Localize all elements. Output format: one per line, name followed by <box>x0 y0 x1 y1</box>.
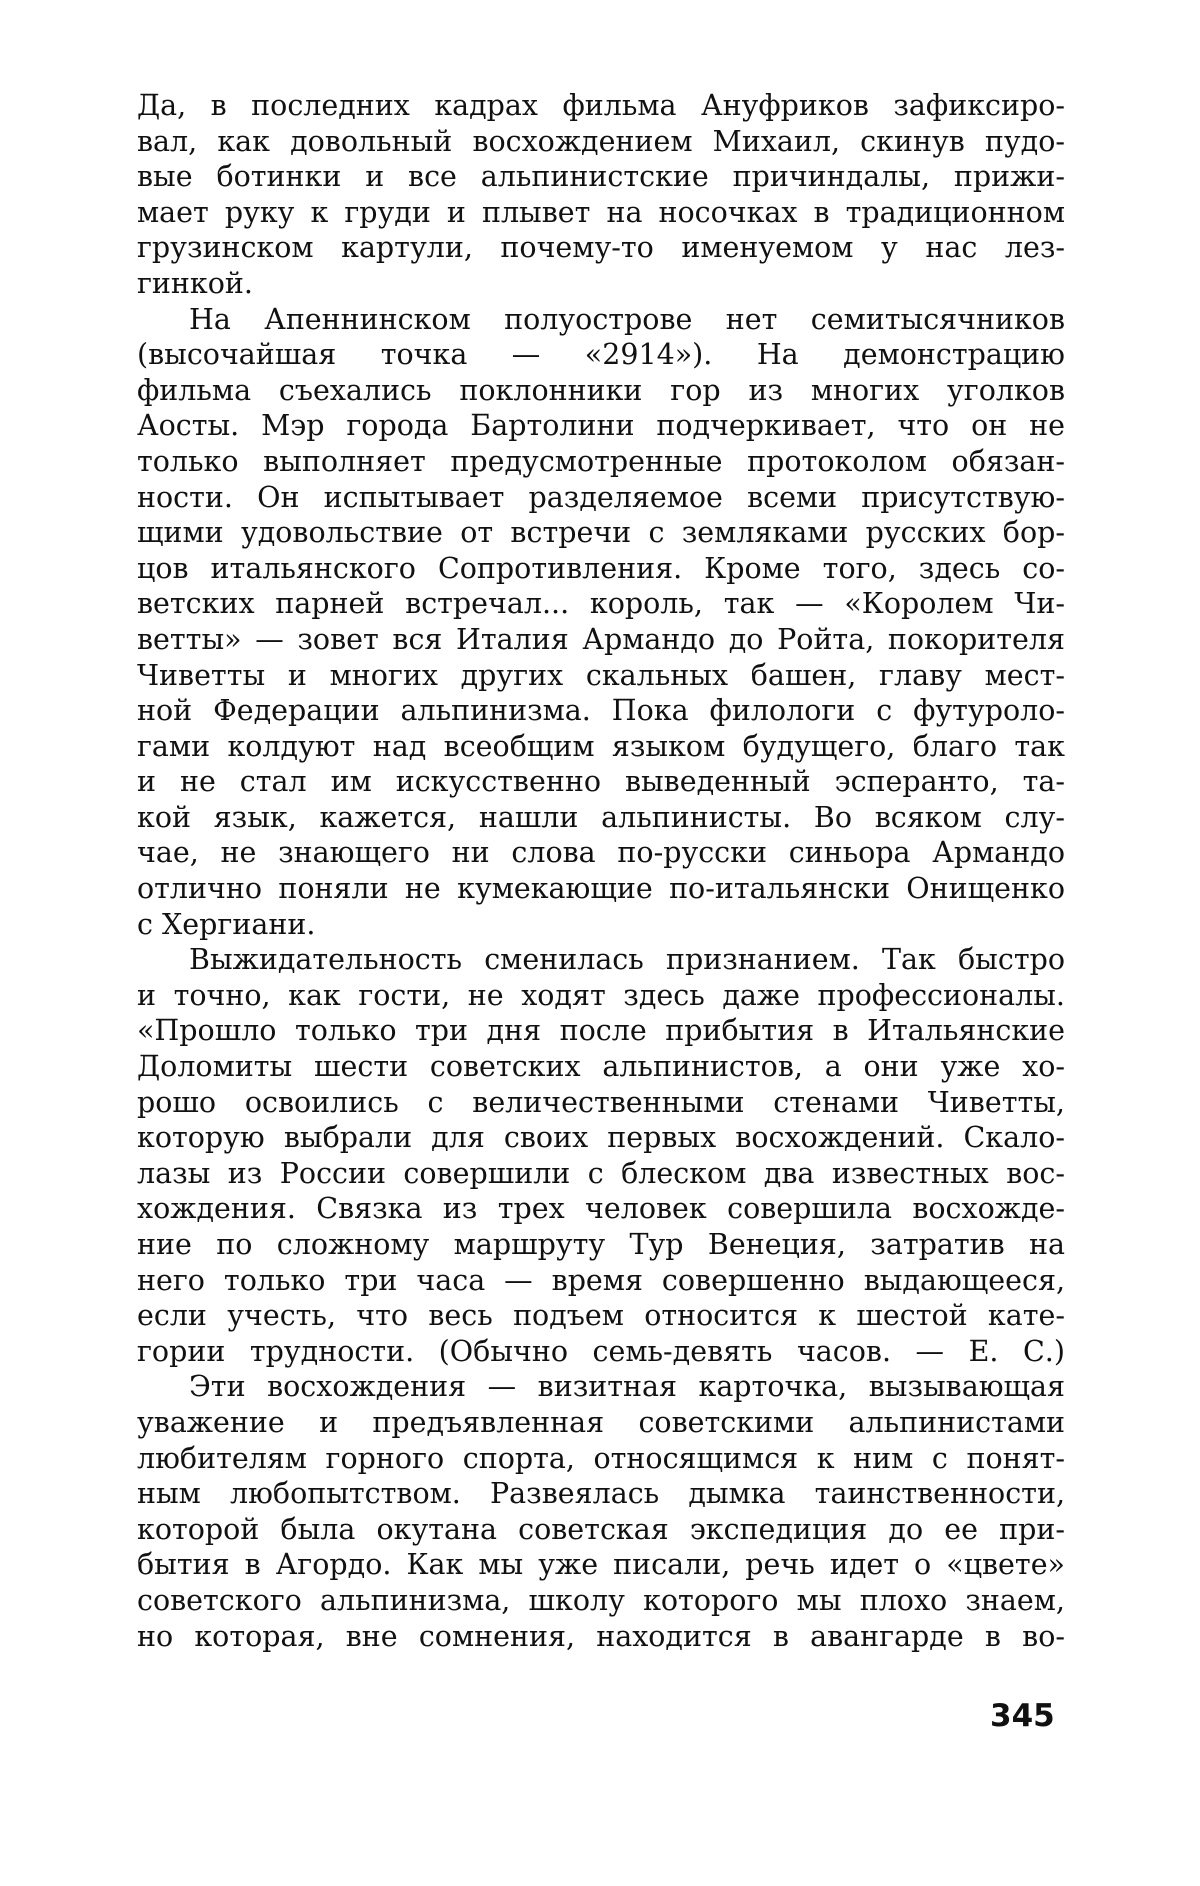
page-number: 345 <box>990 1698 1055 1734</box>
text-line: Доломиты шести советских альпинистов, а они уже хо- <box>137 1050 1065 1084</box>
text-line: любителям горного спорта, относящимся к ним с понят- <box>137 1441 1065 1475</box>
text-line: него только три часа — время совершенно выдающееся, <box>137 1263 1065 1297</box>
text-line: мает руку к груди и плывет на носочках в традиционном <box>137 195 1065 229</box>
text-line: которую выбрали для своих первых восхождений. Скало- <box>137 1121 1065 1155</box>
text-line: Да, в последних кадрах фильма Ануфриков зафиксиро- <box>137 89 1065 122</box>
text-line: Аосты. Мэр города Бартолини подчеркивает, что он не <box>137 409 1065 443</box>
text-line: только выполняет предусмотренные протоколом обязан- <box>137 444 1065 478</box>
text-line: чае, не знающего ни слова по-русски синьора Армандо <box>137 836 1065 870</box>
text-line: хождения. Связка из трех человек совершила восхожде- <box>137 1192 1065 1226</box>
paragraph-4 <box>137 1369 1065 1654</box>
text-line: и точно, как гости, не ходят здесь даже профессионалы. <box>137 978 1065 1012</box>
text-line: бытия в Агордо. Как мы уже писали, речь идет о «цвете» <box>137 1548 1065 1582</box>
text-line: Эти восхождения — визитная карточка, вызывающая <box>189 1370 1065 1404</box>
text-line: грузинском картули, почему-то именуемом у нас лез- <box>137 231 1065 265</box>
text-line: и не стал им искусственно выведенный эсперанто, та- <box>137 765 1065 799</box>
text-line: кой язык, кажется, нашли альпинисты. Во всяком слу- <box>137 800 1065 834</box>
text-line: которой была окутана советская экспедиция до ее при- <box>137 1512 1065 1546</box>
text-line: лазы из России совершили с блеском два известных вос- <box>137 1156 1065 1190</box>
text-line: На Апеннинском полуострове нет семитысячников <box>189 302 1065 336</box>
text-line: но которая, вне сомнения, находится в авангарде в во- <box>137 1619 1065 1653</box>
text-line: ние по сложному маршруту Тур Венеция, затратив на <box>137 1228 1065 1261</box>
text-line: вал, как довольный восхождением Михаил, скинув пудо- <box>137 124 1065 158</box>
text-line: уважение и предъявленная советскими альпинистами <box>137 1405 1065 1439</box>
text-line: цов итальянского Сопротивления. Кроме того, здесь со- <box>137 551 1065 585</box>
paragraph-3 <box>137 942 1065 1369</box>
paragraph-2 <box>137 302 1065 943</box>
text-line: «Прошло только три дня после прибытия в Итальянские <box>137 1014 1065 1048</box>
text-line: гории трудности. (Обычно семь-девять часов. — Е. С.) <box>137 1334 1065 1368</box>
text-line: вые ботинки и все альпинистские причиндалы, прижи- <box>137 160 1065 194</box>
text-column <box>137 88 1065 1654</box>
text-line: рошо освоились с величественными стенами Чиветты, <box>137 1085 1065 1119</box>
text-line: щими удовольствие от встречи с земляками русских бор- <box>137 516 1065 550</box>
text-line: ным любопытством. Развеялась дымка таинственности, <box>137 1477 1065 1511</box>
text-line: гинкой. <box>137 266 253 300</box>
paragraph-1 <box>137 88 1065 302</box>
text-line: гами колдуют над всеобщим языком будущего, благо так <box>137 729 1065 763</box>
text-line: ветских парней встречал... король, так — «Королем Чи- <box>137 587 1065 621</box>
text-line: Чиветты и многих других скальных башен, главу мест- <box>137 658 1065 692</box>
text-line: Выжидательность сменилась признанием. Так быстро <box>189 943 1065 977</box>
text-line: ветты» — зовет вся Италия Армандо до Ройта, покорителя <box>137 622 1065 656</box>
text-line: с Хергиани. <box>137 907 316 941</box>
text-line: советского альпинизма, школу которого мы плохо знаем, <box>137 1583 1065 1617</box>
text-line: ности. Он испытывает разделяемое всеми присутствую- <box>137 480 1065 514</box>
text-line: фильма съехались поклонники гор из многих уголков <box>137 373 1065 407</box>
text-line: ной Федерации альпинизма. Пока филологи с футуроло- <box>137 694 1065 728</box>
text-line: если учесть, что весь подъем относится к шестой кате- <box>137 1299 1065 1333</box>
text-line: (высочайшая точка — «2914»). На демонстрацию <box>137 338 1065 372</box>
text-line: отлично поняли не кумекающие по-итальянски Онищенко <box>137 872 1065 906</box>
